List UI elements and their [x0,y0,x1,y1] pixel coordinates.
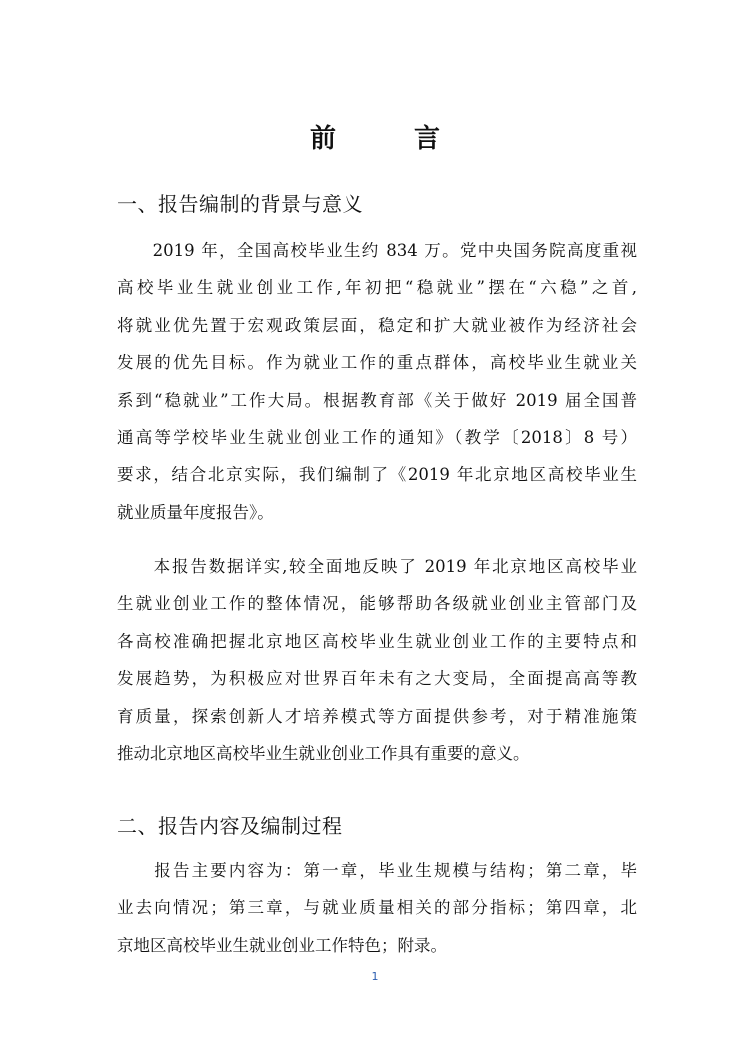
paragraph-line: 发展的优先目标。作为就业工作的重点群体，高校毕业生就业关 [117,353,637,373]
paragraph-line: 生就业创业工作的整体情况，能够帮助各级就业创业主管部门及 [117,594,637,614]
paragraph-line: 报告主要内容为：第一章，毕业生规模与结构；第二章，毕 [117,861,637,880]
paragraph-contents [117,863,637,975]
paragraph-background [117,243,637,542]
paragraph-line: 将就业优先置于宏观政策层面，稳定和扩大就业被作为经济社会 [117,315,637,335]
paragraph-line: 育质量，探索创新人才培养模式等方面提供参考，对于精准施策 [117,706,637,726]
paragraph-line: 高校毕业生就业创业工作,年初把“稳就业”摆在“六稳”之首, [117,278,637,298]
page-title: 前 言 [309,124,466,154]
paragraph-line: 本报告数据详实,较全面地反映了 2019 年北京地区高校毕业 [117,557,637,576]
paragraph-line: 系到“稳就业”工作大局。根据教育部《关于做好 2019 届全国普 [117,390,637,410]
paragraph-significance [117,559,637,783]
paragraph-line: 业去向情况；第三章，与就业质量相关的部分指标；第四章，北 [117,898,637,918]
paragraph-line: 发展趋势，为积极应对世界百年未有之大变局，全面提高高等教 [117,669,637,689]
paragraph-line: 就业质量年度报告》。 [117,502,274,522]
paragraph-line: 各高校准确把握北京地区高校毕业生就业创业工作的主要特点和 [117,631,637,651]
paragraph-line: 要求，结合北京实际，我们编制了《2019 年北京地区高校毕业生 [117,465,637,485]
paragraph-line: 推动北京地区高校毕业生就业创业工作具有重要的意义。 [117,743,530,763]
page-number: 1 [371,970,379,983]
section-heading-background: 一、报告编制的背景与意义 [117,192,363,216]
paragraph-line: 京地区高校毕业生就业创业工作特色；附录。 [117,935,447,955]
paragraph-line: 2019 年，全国高校毕业生约 834 万。党中央国务院高度重视 [117,241,637,260]
section-heading-contents: 二、报告内容及编制过程 [117,814,343,838]
paragraph-line: 通高等学校毕业生就业创业工作的通知》（教学〔2018〕8 号） [117,427,637,447]
